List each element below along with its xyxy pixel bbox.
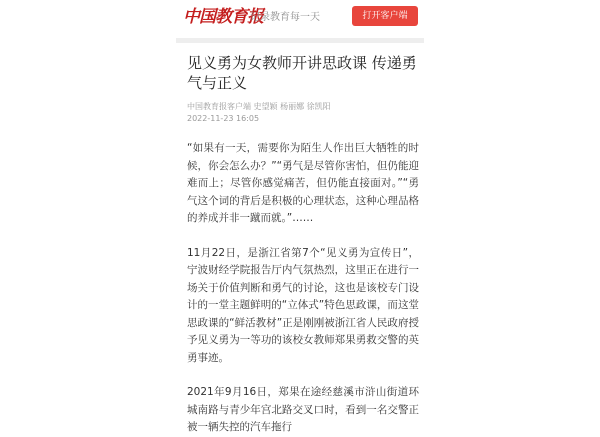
article-paragraph: 2021年9月16日，郑果在途经慈溪市浒山街道环城南路与青少年宫北路交叉口时，看到一名交警正被一辆失控的汽车拖行 <box>187 386 419 433</box>
site-header <box>176 0 424 43</box>
article-paragraph: “如果有一天，需要你为陌生人作出巨大牺牲的时候，你会怎么办？”“勇气是尽管你害怕，但仍能迎难而上；尽管你感觉痛苦，但仍能直接面对。”“勇气这个词的背后是积极的心理状态，这种心理品格的养成并非一蹴而就。”…… <box>187 142 419 224</box>
article <box>187 43 419 437</box>
article-paragraph: 11月22日，是浙江省第7个“见义勇为宣传日”，宁波财经学院报告厅内气氛热烈，这里正在进行一场关于价值判断和勇气的讨论，这也是该校专门设计的一堂主题鲜明的“立体式”特色思政课，而这堂思政课的“鲜活教材”正是刚刚被浙江省人民政府授予见义勇为一等功的该校女教师郑果勇救交警的英勇事迹。 <box>187 246 419 364</box>
article-source: 中国教育报客户端 史望颖 杨丽娜 徐凯阳 <box>187 102 331 111</box>
site-logo[interactable]: 中国教育报 <box>183 7 263 27</box>
mobile-page <box>176 0 424 433</box>
open-app-button[interactable]: 打开客户端 <box>352 6 418 26</box>
article-title: 见义勇为女教师开讲思政课 传递勇气与正义 <box>187 54 417 92</box>
article-date: 2022-11-23 16:05 <box>187 114 260 123</box>
site-slogan: 记录教育每一天 <box>250 12 320 23</box>
